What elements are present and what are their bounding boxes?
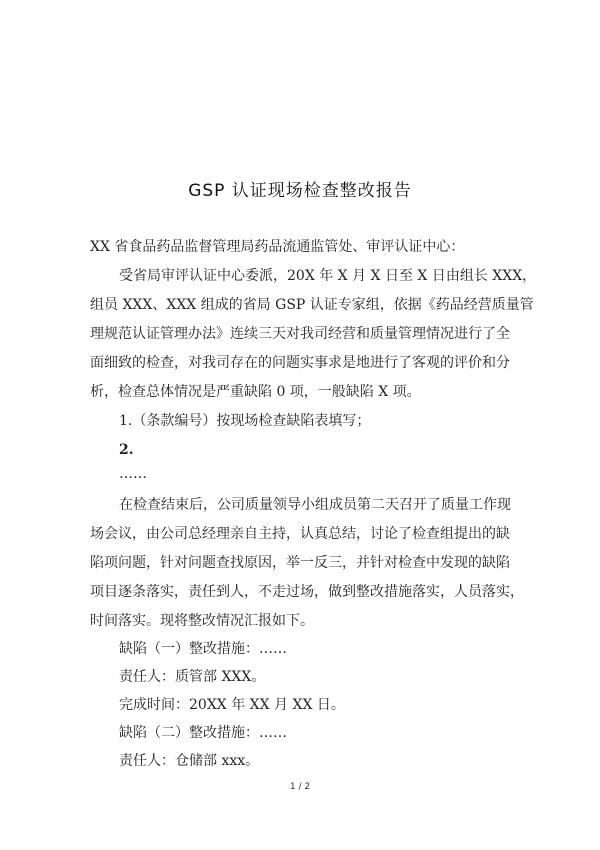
list-ellipsis: …… [119,466,147,482]
paragraph-1-line-5: 析，检查总体情况是严重缺陷 0 项，一般缺陷 X 项。 [90,384,421,400]
paragraph-1-line-3: 理规范认证管理办法》连续三天对我司经营和质量管理情况进行了全 [90,326,510,342]
defect-1-measure: 缺陷（一）整改措施：…… [119,641,287,657]
defect-1-completion-time: 完成时间：20XX 年 XX 月 XX 日。 [119,697,345,713]
paragraph-2-line-4: 项目逐条落实，责任到人，不走过场，做到整改措施落实，人员落实， [90,584,524,600]
defect-2-owner: 责任人：仓储部 xxx。 [119,753,260,769]
list-item-1: 1.（条款编号）按现场检查缺陷表填写； [119,413,371,429]
paragraph-2-line-3: 陷项问题，针对问题查找原因，举一反三，并针对检查中发现的缺陷 [90,555,510,571]
paragraph-1-line-4: 面细致的检查，对我司存在的问题实事求是地进行了客观的评价和分 [90,355,510,371]
page-number: 1 / 2 [289,782,311,792]
defect-2-measure: 缺陷（二）整改措施：…… [119,725,287,741]
paragraph-2-line-2: 场会议，由公司总经理亲自主持，认真总结，讨论了检查组提出的缺 [90,526,510,542]
paragraph-2-line-5: 时间落实。现将整改情况汇报如下。 [90,613,314,629]
report-title: GSP 认证现场检查整改报告 [188,181,412,201]
salutation: XX 省食品药品监督管理局药品流通监管处、审评认证中心： [90,239,465,255]
list-item-2: 2. [119,442,134,458]
paragraph-1-line-1: 受省局审评认证中心委派，20X 年 X 月 X 日至 X 日由组长 XXX， [119,268,537,284]
paragraph-1-line-2: 组员 XXX、XXX 组成的省局 GSP 认证专家组，依据《药品经营质量管 [90,297,534,313]
paragraph-2-line-1: 在检查结束后，公司质量领导小组成员第二天召开了质量工作现 [119,497,511,513]
defect-1-owner: 责任人：质管部 XXX。 [119,669,266,685]
